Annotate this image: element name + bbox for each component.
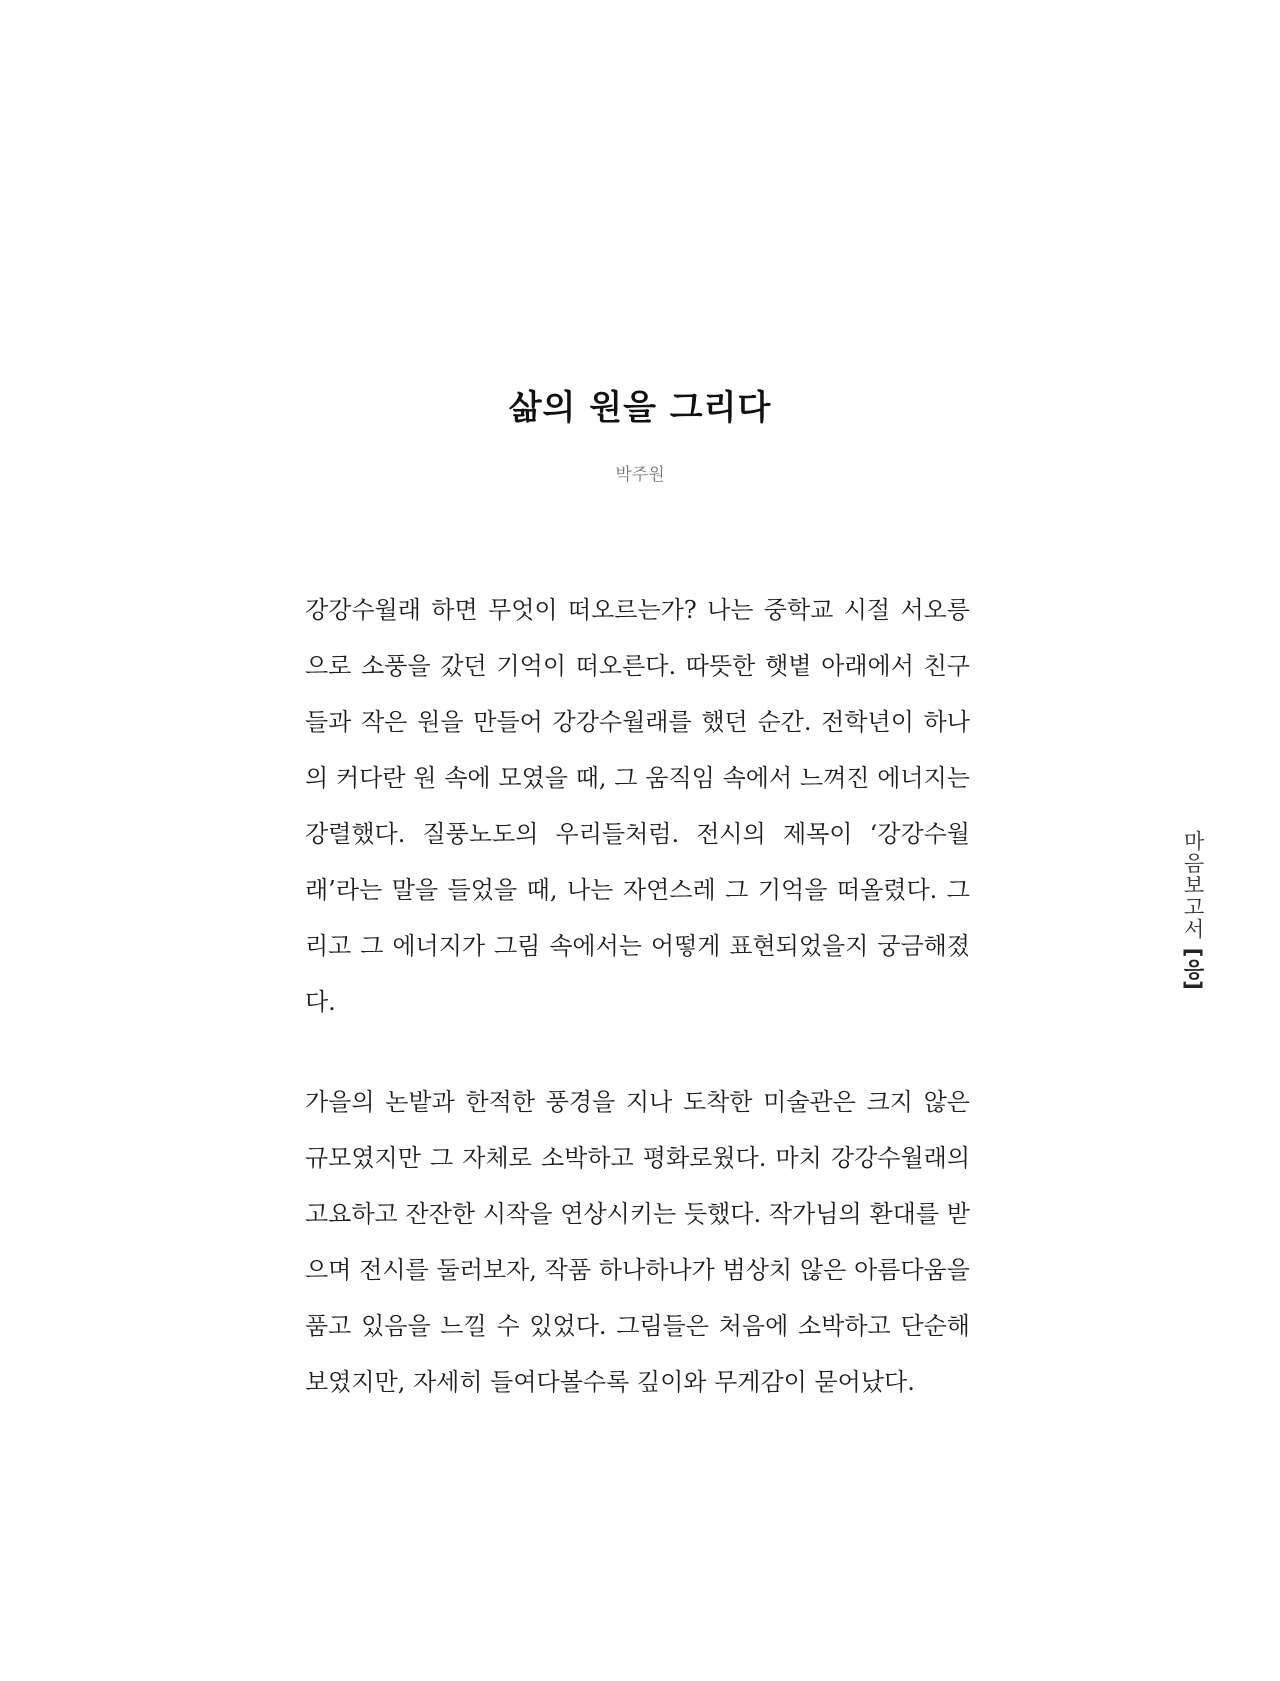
- article-body: [305, 582, 970, 1454]
- article-author: 박주원: [615, 465, 665, 485]
- article-title: 삶의 원을 그리다: [508, 388, 772, 428]
- paragraph-1: 강강수월래 하면 무엇이 떠오르는가? 나는 중학교 시절 서오릉으로 소풍을 갔던 기억이 떠오른다. 따뜻한 햇볕 아래에서 친구들과 작은 원을 만들어 강강수월래를 했던 순간. 전학년이 하나의 커다란 원 속에 모였을 때, 그 움직임 속에서 느껴진 에너지는 강렬했다. 질풍노도의 우리들처럼. 전시의 제목이 ‘강강수월래’라는 말을 들었을 때, 나는 자연스레 그 기억을 떠올렸다. 그리고 그 에너지가 그림 속에서는 어떻게 표현되었을지 궁금해졌다.: [305, 596, 970, 1016]
- section-side-label: [1168, 830, 1208, 1010]
- section-tag: [응]: [1181, 947, 1205, 991]
- section-label: 마음보고서: [1181, 830, 1205, 940]
- paragraph-2: 가을의 논밭과 한적한 풍경을 지나 도착한 미술관은 크지 않은 규모였지만 그 자체로 소박하고 평화로웠다. 마치 강강수월래의 고요하고 잔잔한 시작을 연상시키는 듯했다. 작가님의 환대를 받으며 전시를 둘러보자, 작품 하나하나가 범상치 않은 아름다움을 품고 있음을 느낄 수 있었다. 그림들은 처음에 소박하고 단순해 보였지만, 자세히 들여다볼수록 깊이와 무게감이 묻어났다.: [305, 1088, 970, 1396]
